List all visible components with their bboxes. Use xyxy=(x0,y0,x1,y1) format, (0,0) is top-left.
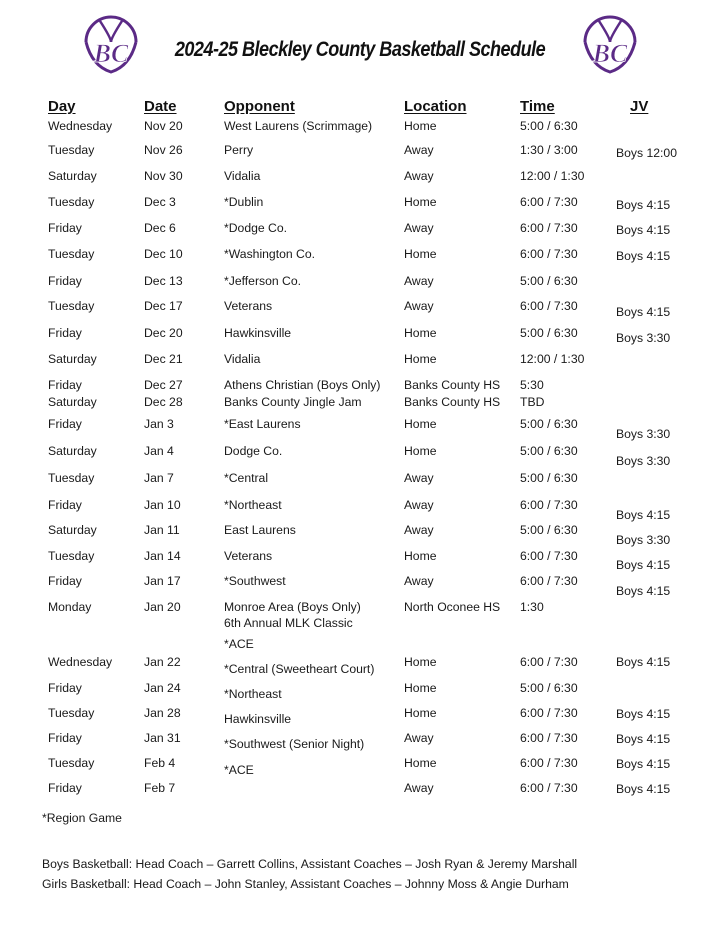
time-cell: 5:00 / 6:30 xyxy=(520,119,578,133)
opponent-cell: Banks County Jingle Jam xyxy=(224,395,362,409)
date-cell: Jan 22 xyxy=(144,655,181,669)
day-cell: Saturday xyxy=(48,444,97,458)
opponent-cell: Vidalia xyxy=(224,352,261,366)
opponent-cell: *Central xyxy=(224,471,269,485)
logo-letters: BC xyxy=(93,39,129,68)
time-cell: 5:00 / 6:30 xyxy=(520,326,578,340)
date-cell: Nov 30 xyxy=(144,169,183,183)
jv-cell: Boys 4:15 xyxy=(616,757,671,771)
date-cell: Jan 10 xyxy=(144,498,181,512)
day-cell: Tuesday xyxy=(48,143,95,157)
day-cell: Tuesday xyxy=(48,299,95,313)
day-cell: Tuesday xyxy=(48,549,95,563)
date-cell: Jan 4 xyxy=(144,444,174,458)
time-cell: 6:00 / 7:30 xyxy=(520,299,578,313)
jv-cell: Boys 4:15 xyxy=(616,508,671,522)
time-cell: 5:00 / 6:30 xyxy=(520,274,578,288)
jv-cell: Boys 3:30 xyxy=(616,454,671,468)
location-cell: Away xyxy=(404,574,434,588)
header-time: Time xyxy=(520,98,555,115)
date-cell: Dec 6 xyxy=(144,221,176,235)
day-cell: Friday xyxy=(48,326,82,340)
location-cell: Away xyxy=(404,471,434,485)
opponent-cell: 6th Annual MLK Classic xyxy=(224,616,353,630)
day-cell: Friday xyxy=(48,221,82,235)
location-cell: Home xyxy=(404,681,437,695)
jv-cell: Boys 4:15 xyxy=(616,707,671,721)
location-cell: Away xyxy=(404,523,434,537)
jv-cell: Boys 4:15 xyxy=(616,655,671,669)
region-game-footnote: *Region Game xyxy=(42,811,122,825)
location-cell: Home xyxy=(404,119,437,133)
date-cell: Nov 26 xyxy=(144,143,183,157)
time-cell: 6:00 / 7:30 xyxy=(520,781,578,795)
jv-cell: Boys 4:15 xyxy=(616,558,671,572)
date-cell: Jan 11 xyxy=(144,523,180,537)
opponent-cell: *Southwest xyxy=(224,574,286,588)
date-cell: Jan 3 xyxy=(144,417,174,431)
opponent-cell: *ACE xyxy=(224,637,254,651)
opponent-cell: West Laurens (Scrimmage) xyxy=(224,119,373,133)
location-cell: Away xyxy=(404,781,434,795)
date-cell: Dec 13 xyxy=(144,274,183,288)
page-title: 2024-25 Bleckley County Basketball Schedule xyxy=(174,38,546,61)
day-cell: Wednesday xyxy=(48,655,113,669)
time-cell: 6:00 / 7:30 xyxy=(520,706,578,720)
location-cell: Away xyxy=(404,299,434,313)
location-cell: Home xyxy=(404,444,437,458)
date-cell: Feb 4 xyxy=(144,756,176,770)
jv-cell: Boys 4:15 xyxy=(616,223,671,237)
opponent-cell: East Laurens xyxy=(224,523,296,537)
day-cell: Saturday xyxy=(48,523,97,537)
date-cell: Jan 14 xyxy=(144,549,181,563)
day-cell: Tuesday xyxy=(48,247,95,261)
location-cell: Away xyxy=(404,274,434,288)
location-cell: Home xyxy=(404,417,437,431)
day-cell: Saturday xyxy=(48,352,97,366)
time-cell: 6:00 / 7:30 xyxy=(520,574,578,588)
location-cell: Home xyxy=(404,352,437,366)
date-cell: Feb 7 xyxy=(144,781,176,795)
time-cell: 6:00 / 7:30 xyxy=(520,221,578,235)
time-cell: 5:30 xyxy=(520,378,544,392)
opponent-cell: *Dodge Co. xyxy=(224,221,288,235)
jv-cell: Boys 3:30 xyxy=(616,533,671,547)
date-cell: Dec 3 xyxy=(144,195,176,209)
time-cell: 12:00 / 1:30 xyxy=(520,169,585,183)
time-cell: 5:00 / 6:30 xyxy=(520,681,578,695)
time-cell: TBD xyxy=(520,395,545,409)
girls-coaches-line: Girls Basketball: Head Coach – John Stanley, Assistant Coaches – Johnny Moss & Angie Durham xyxy=(42,877,569,891)
jv-cell: Boys 12:00 xyxy=(616,146,677,160)
jv-cell: Boys 4:15 xyxy=(616,584,671,598)
day-cell: Monday xyxy=(48,600,92,614)
time-cell: 6:00 / 7:30 xyxy=(520,756,578,770)
opponent-cell: Dodge Co. xyxy=(224,444,283,458)
opponent-cell: *Central (Sweetheart Court) xyxy=(224,662,375,676)
boys-coaches-line: Boys Basketball: Head Coach – Garrett Collins, Assistant Coaches – Josh Ryan & Jeremy Marshall xyxy=(42,857,578,871)
header-day: Day xyxy=(48,98,76,115)
location-cell: Away xyxy=(404,498,434,512)
location-cell: Home xyxy=(404,655,437,669)
time-cell: 5:00 / 6:30 xyxy=(520,444,578,458)
opponent-cell: *Southwest (Senior Night) xyxy=(224,737,365,751)
location-cell: Home xyxy=(404,756,437,770)
jv-cell: Boys 4:15 xyxy=(616,249,671,263)
location-cell: Home xyxy=(404,706,437,720)
logo-letters: BC xyxy=(592,39,628,68)
jv-cell: Boys 4:15 xyxy=(616,305,671,319)
time-cell: 6:00 / 7:30 xyxy=(520,549,578,563)
date-cell: Dec 17 xyxy=(144,299,183,313)
time-cell: 6:00 / 7:30 xyxy=(520,195,578,209)
day-cell: Friday xyxy=(48,498,82,512)
jv-cell: Boys 3:30 xyxy=(616,427,671,441)
opponent-cell: Veterans xyxy=(224,299,273,313)
day-cell: Tuesday xyxy=(48,195,95,209)
time-cell: 6:00 / 7:30 xyxy=(520,655,578,669)
opponent-cell: *Northeast xyxy=(224,687,282,701)
day-cell: Tuesday xyxy=(48,706,95,720)
date-cell: Jan 17 xyxy=(144,574,181,588)
location-cell: Away xyxy=(404,169,434,183)
jv-cell: Boys 3:30 xyxy=(616,331,671,345)
time-cell: 5:00 / 6:30 xyxy=(520,417,578,431)
header-jv: JV xyxy=(630,98,649,115)
opponent-cell: Hawkinsville xyxy=(224,712,292,726)
opponent-cell: *Jefferson Co. xyxy=(224,274,302,288)
day-cell: Saturday xyxy=(48,169,97,183)
location-cell: Home xyxy=(404,326,437,340)
jv-cell: Boys 4:15 xyxy=(616,782,671,796)
opponent-cell: *Dublin xyxy=(224,195,264,209)
date-cell: Jan 20 xyxy=(144,600,181,614)
day-cell: Friday xyxy=(48,274,82,288)
location-cell: Home xyxy=(404,195,437,209)
opponent-cell: Perry xyxy=(224,143,254,157)
jv-cell: Boys 4:15 xyxy=(616,198,671,212)
day-cell: Tuesday xyxy=(48,471,95,485)
date-cell: Dec 21 xyxy=(144,352,183,366)
date-cell: Dec 27 xyxy=(144,378,183,392)
date-cell: Nov 20 xyxy=(144,119,183,133)
opponent-cell: *Northeast xyxy=(224,498,282,512)
time-cell: 6:00 / 7:30 xyxy=(520,247,578,261)
date-cell: Dec 28 xyxy=(144,395,183,409)
day-cell: Friday xyxy=(48,731,82,745)
location-cell: Home xyxy=(404,549,437,563)
opponent-cell: *ACE xyxy=(224,763,254,777)
location-cell: Away xyxy=(404,731,434,745)
time-cell: 5:00 / 6:30 xyxy=(520,471,578,485)
date-cell: Dec 20 xyxy=(144,326,183,340)
time-cell: 6:00 / 7:30 xyxy=(520,498,578,512)
header-location: Location xyxy=(404,98,467,115)
opponent-cell: Veterans xyxy=(224,549,273,563)
day-cell: Friday xyxy=(48,574,82,588)
opponent-cell: *East Laurens xyxy=(224,417,301,431)
location-cell: Away xyxy=(404,221,434,235)
opponent-cell: Hawkinsville xyxy=(224,326,292,340)
jv-cell: Boys 4:15 xyxy=(616,732,671,746)
header-date: Date xyxy=(144,98,177,115)
day-cell: Friday xyxy=(48,378,82,392)
opponent-cell: Vidalia xyxy=(224,169,261,183)
date-cell: Jan 28 xyxy=(144,706,181,720)
day-cell: Friday xyxy=(48,681,82,695)
time-cell: 12:00 / 1:30 xyxy=(520,352,585,366)
header-opponent: Opponent xyxy=(224,98,295,115)
day-cell: Saturday xyxy=(48,395,97,409)
date-cell: Dec 10 xyxy=(144,247,183,261)
time-cell: 1:30 / 3:00 xyxy=(520,143,578,157)
date-cell: Jan 7 xyxy=(144,471,174,485)
time-cell: 5:00 / 6:30 xyxy=(520,523,578,537)
time-cell: 1:30 xyxy=(520,600,544,614)
opponent-cell: *Washington Co. xyxy=(224,247,316,261)
date-cell: Jan 24 xyxy=(144,681,181,695)
location-cell: Banks County HS xyxy=(404,395,501,409)
location-cell: Home xyxy=(404,247,437,261)
opponent-cell: Athens Christian (Boys Only) xyxy=(224,378,381,392)
location-cell: North Oconee HS xyxy=(404,600,501,614)
opponent-cell: Monroe Area (Boys Only) xyxy=(224,600,361,614)
day-cell: Friday xyxy=(48,417,82,431)
location-cell: Away xyxy=(404,143,434,157)
time-cell: 6:00 / 7:30 xyxy=(520,731,578,745)
day-cell: Tuesday xyxy=(48,756,95,770)
location-cell: Banks County HS xyxy=(404,378,501,392)
day-cell: Friday xyxy=(48,781,82,795)
day-cell: Wednesday xyxy=(48,119,113,133)
date-cell: Jan 31 xyxy=(144,731,181,745)
